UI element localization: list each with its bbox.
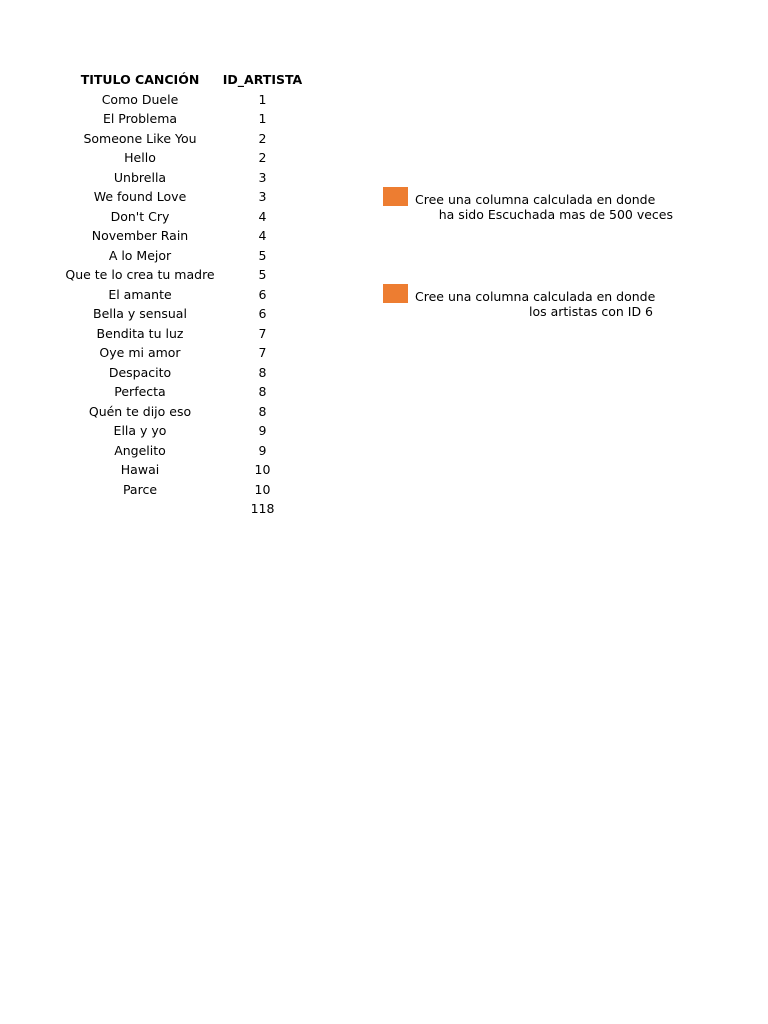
- cell-title[interactable]: We found Love: [93, 189, 187, 205]
- table-header-row: [60, 70, 305, 90]
- table-row: [60, 207, 305, 227]
- cell-id[interactable]: 4: [258, 208, 267, 224]
- cell-id[interactable]: 9: [258, 442, 267, 458]
- note-1-line-1: Cree una columna calculada en donde: [415, 192, 656, 207]
- table-row: [60, 148, 305, 168]
- cell-id[interactable]: 8: [258, 384, 267, 400]
- table-total-row: [60, 499, 305, 519]
- table-row: [60, 343, 305, 363]
- songs-table: [60, 70, 305, 519]
- instruction-note-1: [383, 187, 673, 227]
- cell-id[interactable]: 5: [258, 247, 267, 263]
- cell-id[interactable]: 3: [258, 189, 267, 205]
- cell-id[interactable]: 7: [258, 345, 267, 361]
- cell-title[interactable]: Como Duele: [101, 91, 179, 107]
- cell-title[interactable]: Oye mi amor: [99, 345, 181, 361]
- table-row: [60, 441, 305, 461]
- table-row: [60, 265, 305, 285]
- table-row: [60, 129, 305, 149]
- table-row: [60, 304, 305, 324]
- cell-id[interactable]: 3: [258, 169, 267, 185]
- cell-title[interactable]: Unbrella: [113, 169, 167, 185]
- table-row: [60, 382, 305, 402]
- cell-id[interactable]: 7: [258, 325, 267, 341]
- cell-id[interactable]: 6: [258, 306, 267, 322]
- cell-title[interactable]: Hello: [124, 150, 156, 166]
- table-row: [60, 402, 305, 422]
- cell-title[interactable]: Don't Cry: [110, 208, 170, 224]
- cell-id[interactable]: 2: [258, 130, 267, 146]
- cell-id[interactable]: 9: [258, 423, 267, 439]
- cell-total-value[interactable]: 118: [250, 501, 275, 517]
- cell-title[interactable]: El amante: [108, 286, 172, 302]
- cell-title[interactable]: A lo Mejor: [108, 247, 172, 263]
- table-row: [60, 285, 305, 305]
- table-row: [60, 421, 305, 441]
- table-row: [60, 109, 305, 129]
- instruction-note-2: [383, 284, 656, 324]
- note-2-line-1: Cree una columna calculada en donde: [415, 289, 656, 304]
- cell-title[interactable]: Perfecta: [114, 384, 166, 400]
- cell-total-blank[interactable]: [60, 499, 220, 519]
- cell-id[interactable]: 6: [258, 286, 267, 302]
- cell-id[interactable]: 1: [258, 91, 267, 107]
- table-row: [60, 246, 305, 266]
- cell-id[interactable]: 2: [258, 150, 267, 166]
- cell-title[interactable]: Ella y yo: [113, 423, 167, 439]
- cell-title[interactable]: Despacito: [108, 364, 172, 380]
- cell-id[interactable]: 8: [258, 403, 267, 419]
- cell-id[interactable]: 4: [258, 228, 267, 244]
- cell-title[interactable]: Que te lo crea tu madre: [65, 267, 215, 283]
- table-row: [60, 226, 305, 246]
- column-header-id-artista[interactable]: ID_ARTISTA: [222, 72, 303, 88]
- table-row: [60, 187, 305, 207]
- cell-title[interactable]: November Rain: [91, 228, 189, 244]
- table-row: [60, 324, 305, 344]
- cell-id[interactable]: 8: [258, 364, 267, 380]
- cell-id[interactable]: 10: [254, 481, 271, 497]
- note-1-line-2: ha sido Escuchada mas de 500 veces: [438, 207, 673, 222]
- table-row: [60, 168, 305, 188]
- cell-id[interactable]: 10: [254, 462, 271, 478]
- cell-title[interactable]: Bella y sensual: [93, 306, 187, 322]
- table-row: [60, 480, 305, 500]
- note-2-line-2: los artistas con ID 6: [529, 304, 653, 319]
- cell-id[interactable]: 5: [258, 267, 267, 283]
- cell-title[interactable]: Hawai: [120, 462, 160, 478]
- cell-title[interactable]: Bendita tu luz: [96, 325, 184, 341]
- cell-title[interactable]: Quén te dijo eso: [88, 403, 192, 419]
- column-header-titulo-cancion[interactable]: TITULO CANCIÓN: [80, 72, 200, 88]
- table-row: [60, 90, 305, 110]
- orange-marker-icon: [383, 187, 408, 206]
- table-row: [60, 363, 305, 383]
- orange-marker-icon: [383, 284, 408, 303]
- cell-id[interactable]: 1: [258, 111, 267, 127]
- cell-title[interactable]: El Problema: [102, 111, 178, 127]
- cell-title[interactable]: Angelito: [114, 442, 166, 458]
- cell-title[interactable]: Someone Like You: [83, 130, 197, 146]
- table-row: [60, 460, 305, 480]
- table-body: [60, 90, 305, 519]
- cell-title[interactable]: Parce: [122, 481, 158, 497]
